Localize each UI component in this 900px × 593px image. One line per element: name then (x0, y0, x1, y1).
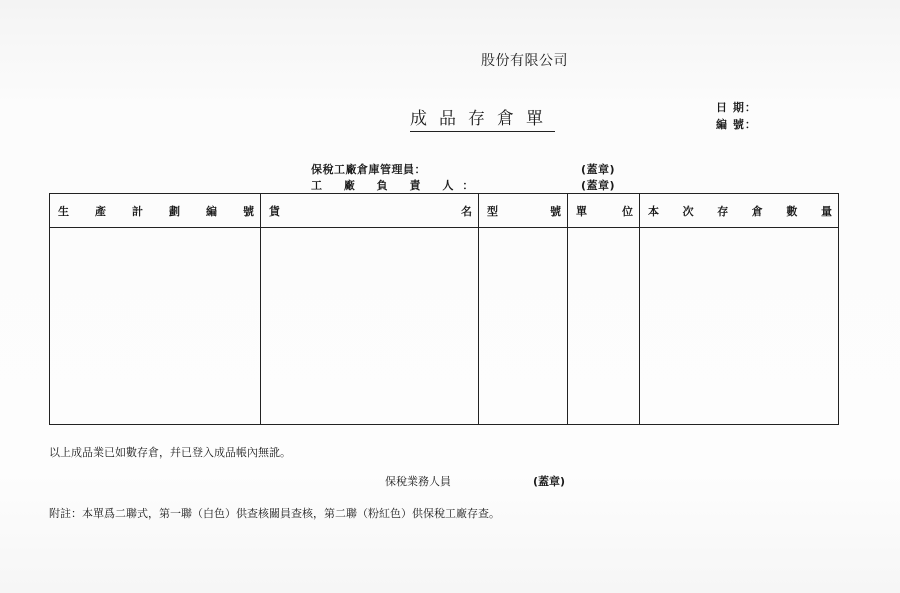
header-char: 位 (622, 204, 633, 218)
date-label: 日 期： (716, 101, 757, 114)
cell-model[interactable] (479, 228, 568, 425)
header-char: 數 (786, 204, 798, 218)
header-char: 存 (717, 204, 729, 218)
header-char: 計 (132, 204, 143, 218)
form-title: 成品存倉單 (410, 104, 555, 132)
header-char: 貨 (269, 204, 280, 218)
header-char: 量 (820, 204, 832, 218)
inventory-table (49, 193, 839, 425)
header-char: 型 (487, 204, 498, 218)
cell-production-plan[interactable] (50, 228, 261, 425)
col-model-number (479, 194, 568, 228)
factory-responsible-label: 工 廠 負 責 人： (311, 179, 483, 192)
number-label: 編 號： (716, 118, 757, 131)
cell-quantity[interactable] (640, 228, 839, 425)
header-char: 單 (576, 204, 587, 218)
cell-goods-name[interactable] (261, 228, 479, 425)
header-char: 劃 (169, 204, 180, 218)
footnote: 附註：本單爲二聯式，第一聯（白色）供查核關員查核，第二聯（粉紅色）供保稅工廠存查。 (49, 507, 500, 520)
header-char: 本 (648, 204, 659, 218)
manager-stamp-label: (蓋章) (581, 163, 616, 176)
header-char: 編 (206, 204, 217, 218)
header-char: 號 (243, 204, 254, 218)
header-char: 生 (58, 204, 69, 218)
header-char: 產 (95, 204, 106, 218)
header-char: 號 (550, 204, 561, 218)
cell-unit[interactable] (568, 228, 640, 425)
col-stock-quantity (640, 194, 839, 228)
table-header-row (50, 194, 839, 228)
confirmation-statement: 以上成品業已如數存倉，幷已登入成品帳內無訛。 (49, 446, 291, 459)
table-row (50, 228, 839, 425)
col-unit (568, 194, 640, 228)
officer-stamp-label: (蓋章) (533, 475, 566, 488)
col-goods-name (261, 194, 479, 228)
responsible-stamp-label: (蓋章) (581, 179, 616, 192)
header-char: 次 (682, 204, 694, 218)
header-char: 名 (461, 204, 472, 218)
warehouse-manager-label: 保稅工廠倉庫管理員： (311, 163, 426, 176)
company-name: 股份有限公司 (481, 53, 568, 69)
bonded-officer-label: 保稅業務人員 (385, 475, 451, 488)
header-char: 倉 (751, 204, 763, 218)
col-production-plan-number (50, 194, 261, 228)
